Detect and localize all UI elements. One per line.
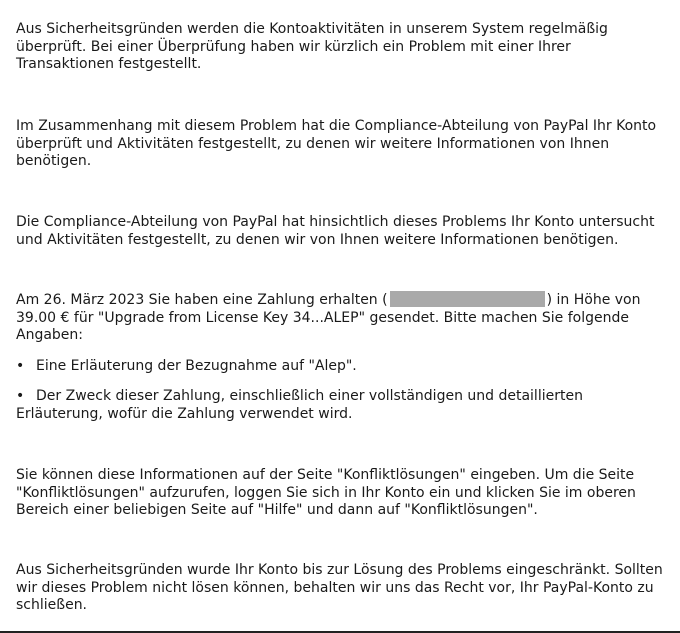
bullet-item-text: Eine Erläuterung der Bezugnahme auf "Alep". [36, 358, 357, 374]
payment-text-after: ) in Höhe von 39.00 € für "Upgrade from License Key 34...ALEP" gesendet. Bitte machen Sie folgende Angaben: [16, 292, 641, 343]
bullet-item-text: Der Zweck dieser Zahlung, einschließlich einer vollständigen und detaillierten Erläuterung, wofür die Zahlung verwendet wird. [16, 388, 583, 422]
bullet-item [16, 358, 666, 376]
bullet-icon: • [16, 358, 25, 374]
bullet-icon: • [16, 388, 25, 404]
redacted-sender-box [390, 291, 545, 307]
payment-text-before: Am 26. März 2023 Sie haben eine Zahlung erhalten ( [16, 292, 388, 308]
security-review-paragraph: Aus Sicherheitsgründen werden die Kontoaktivitäten in unserem System regelmäßig überprüft. Bei einer Überprüfung haben wir kürzlich ein Problem mit einer Ihrer Transaktionen festgestellt. [16, 21, 608, 72]
payment-details-paragraph [16, 291, 666, 345]
compliance-investigation-paragraph: Die Compliance-Abteilung von PayPal hat hinsichtlich dieses Problems Ihr Konto untersucht und Aktivitäten festgestellt, zu denen wir von Ihnen weitere Informationen benötigen. [16, 214, 655, 248]
account-restriction-paragraph: Aus Sicherheitsgründen wurde Ihr Konto bis zur Lösung des Problems eingeschränkt. Sollten wir dieses Problem nicht lösen können, behalten wir uns das Recht vor, Ihr PayPal-Konto zu schließen. [16, 562, 663, 613]
compliance-review-paragraph: Im Zusammenhang mit diesem Problem hat die Compliance-Abteilung von PayPal Ihr Konto überprüft und Aktivitäten festgestellt, zu denen wir weitere Informationen von Ihnen benötigen. [16, 118, 657, 169]
bullet-item [16, 388, 666, 423]
conflict-resolution-instructions-paragraph: Sie können diese Informationen auf der Seite "Konfliktlösungen" eingeben. Um die Seite "Konfliktlösungen" aufzurufen, loggen Sie sich in Ihr Konto ein und klicken Sie im oberen Bereich einer beliebigen Seite auf "Hilfe" und dann auf "Konfliktlösungen". [16, 467, 636, 518]
